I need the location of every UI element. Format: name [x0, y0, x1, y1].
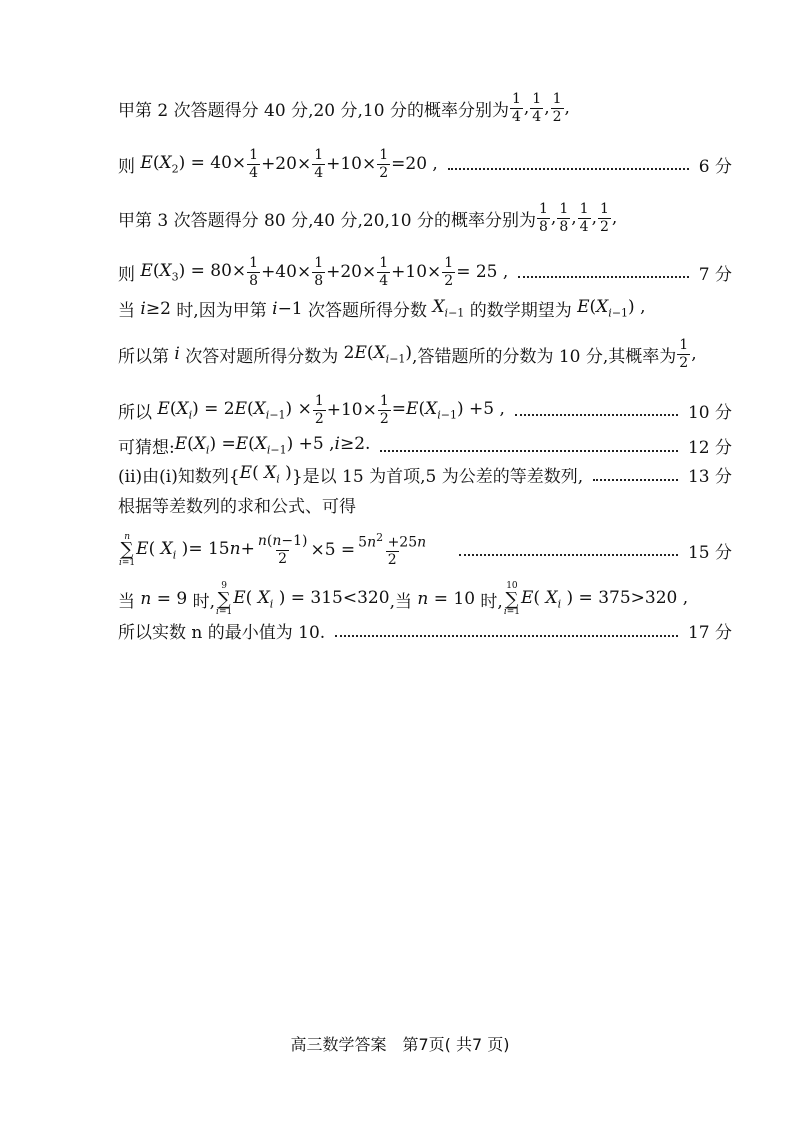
score-label: 10 分: [687, 402, 732, 423]
line-when-i-ge-2: 当 i≥2 时,因为甲第 i−1 次答题所得分数 $X_{i-1}$ 的数学期望为 $E(X_{i-1})$ ,: [118, 297, 646, 321]
score-label: 17 分: [687, 623, 732, 643]
leader-dots: [335, 635, 678, 637]
line-compare: 当 n = 9 时, 9 ∑ i=1 E( $X_i$ ) = 315<320 ,当 n = 10 时, 10 ∑ i=1 E( $X_i$ ) = 375>320 ,: [118, 581, 689, 617]
line-conclusion: 所以实数 n 的最小值为 10. 17 分: [118, 618, 732, 643]
line-text: 甲第 2 次答题得分 40 分,20 分,10 分的概率分别为: [118, 100, 509, 121]
score-label: 13 分: [687, 467, 732, 487]
leader-dots: [518, 276, 688, 278]
line-arith-seq: (ii)由(i)知数列{ E( $X_i$ ) }是以 15 为首项,5 为公差的等差数列, 13 分: [118, 463, 732, 487]
line-sum-formula-intro: 根据等差数列的求和公式、可得: [118, 497, 356, 517]
score-label: 6 分: [698, 156, 732, 177]
score-label: 7 分: [698, 264, 732, 285]
score-label: 12 分: [687, 438, 732, 458]
score-label: 15 分: [687, 542, 732, 563]
leader-dots: [515, 414, 678, 416]
line-expect-x3: 则 $E(X_3) = 80\times$ $\frac{1}{8}$ +40× $\frac{1}{8}$ +20× $\frac{1}{4}$ +10× $\frac{1}{2}$ = 25 , 7 分: [118, 255, 732, 289]
page-footer: 高三数学答案 第7页( 共7 页): [290, 1035, 510, 1054]
line-correct-score: 所以第 i 次答对题所得分数为 $2E(X_{i-1})$ ,答错题所的分数为 10 分,其概率为 $\frac{1}{2}$ ,: [118, 337, 697, 371]
line-expect-x2: 则 $E(X_2) = 40\times$ $\frac{1}{4}$ +20× $\frac{1}{4}$ +10× $\frac{1}{2}$ =20 , 6 分: [118, 147, 732, 181]
leader-dots: [448, 168, 689, 170]
leader-dots: [380, 450, 678, 452]
line-expect-xi: 所以 $E(X_i) = 2E(X_{i-1})$ × $\frac{1}{2}$ +10× $\frac{1}{2}$ $=E(X_{i-1}) +5$ , 10 分: [118, 393, 732, 427]
leader-dots: [459, 554, 678, 556]
line-sum-result: n ∑ i=1 E( $X_i$ )= 15n+ $\frac{n(n-1)}{2}$ ×5 = $\frac{5n^2 +25n}{2}$ 15 分: [119, 531, 732, 569]
line-prob-third: 甲第 3 次答题得分 80 分,40 分,20,10 分的概率分别为 $\frac{1}{8}$ , $\frac{1}{8}$ , $\frac{1}{4}$ , $\frac{1}{2}$ ,: [118, 201, 618, 235]
line-conjecture: 可猜想: $E(X_i) =E(X_{i-1}) +5$ ,i≥2. 12 分: [118, 434, 732, 458]
line-prob-second: 甲第 2 次答题得分 40 分,20 分,10 分的概率分别为 $\frac{1}{4}$ , $\frac{1}{4}$ , $\frac{1}{2}$ ,: [118, 91, 570, 125]
leader-dots: [593, 479, 678, 481]
